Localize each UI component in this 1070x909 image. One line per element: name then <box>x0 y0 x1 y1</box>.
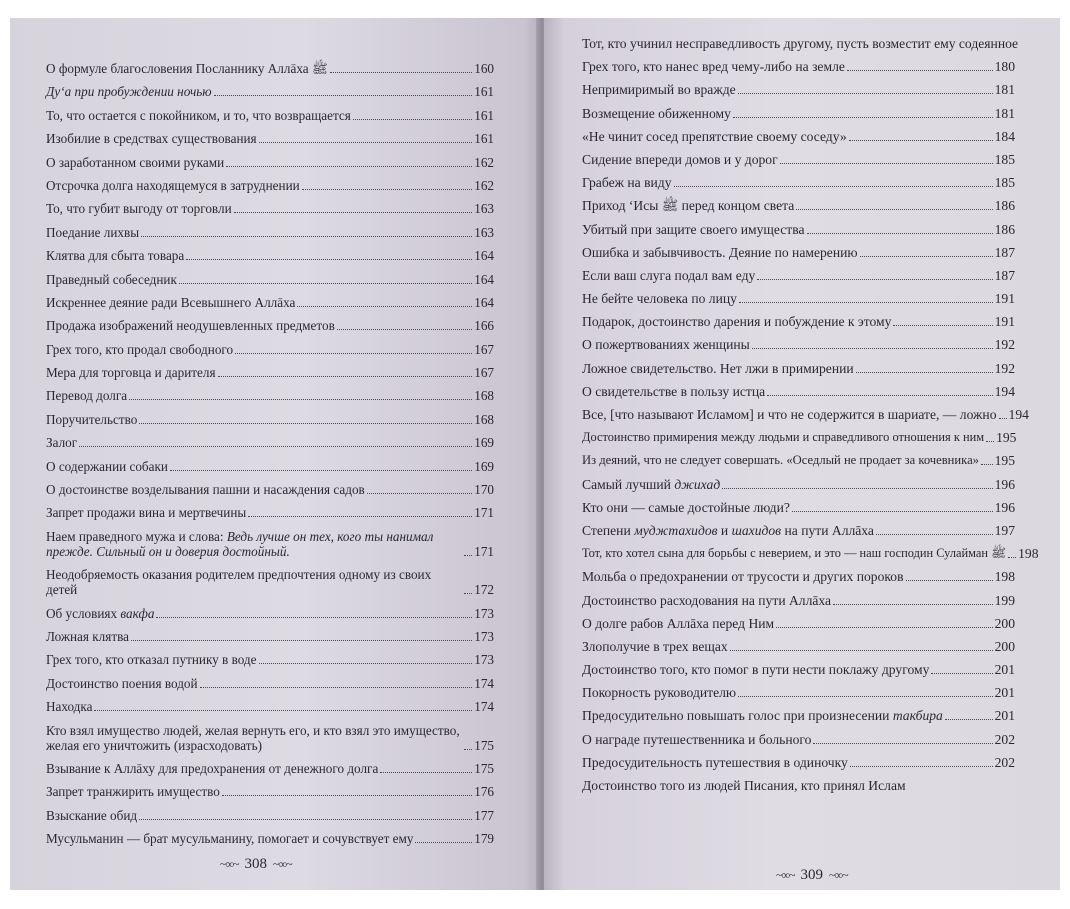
toc-page: 164 <box>474 294 494 310</box>
toc-title: Возмещение обиженному <box>582 105 731 121</box>
toc-title: Кто они — самые достойные люди? <box>582 499 790 515</box>
toc-page: 170 <box>474 482 494 498</box>
toc-title: Кто взял имущество людей, желая вернуть его, и кто взял это имущество, желая его уничтожить (израсходовать) <box>46 722 460 753</box>
open-book <box>10 18 1060 890</box>
toc-title: Грех того, кто продал свободного <box>46 341 234 357</box>
toc-title: Продажа изображений неодушевленных предметов <box>46 318 335 334</box>
toc-page: 187 <box>994 244 1015 260</box>
toc-title: Убитый при защите своего имущества <box>582 221 805 237</box>
toc-page: 177 <box>474 807 494 823</box>
toc-page: 168 <box>474 388 494 404</box>
toc-page: 187 <box>994 267 1015 283</box>
toc-title: О пожертвованиях женщины <box>582 337 750 353</box>
toc-page: 202 <box>994 754 1015 770</box>
toc-title: Об условиях <box>46 605 118 621</box>
ornament-icon: ~∞~ <box>273 857 292 871</box>
toc-page: 161 <box>474 107 494 123</box>
toc-title: Мера для торговца и дарителя <box>46 365 216 381</box>
toc-page: 173 <box>474 605 494 621</box>
toc-page: 198 <box>994 569 1015 585</box>
toc-page: 201 <box>994 662 1015 678</box>
page-number <box>776 867 848 884</box>
toc-page: 196 <box>994 476 1015 492</box>
toc-title: Сидение впереди домов и у дорог <box>582 151 778 167</box>
toc-title: Достоинство того из людей Писания, кто принял Ислам <box>582 778 906 793</box>
toc-page: 198 <box>1018 546 1039 562</box>
toc-page: 162 <box>474 154 494 170</box>
toc-title: Тот, кто хотел сына для борьбы с неверием, и это — наш господин Сулайман ﷺ <box>582 546 1007 561</box>
page-number <box>220 856 292 873</box>
toc-title: То, что губит выгоду от торговли <box>46 201 232 217</box>
toc-title: Ошибка и забывчивость. Деяние по намерению <box>582 244 858 260</box>
toc-page: 169 <box>474 458 494 474</box>
toc-title: Перевод долга <box>46 388 128 404</box>
right-page <box>544 18 1060 890</box>
toc-title: Взывание к Аллāху для предохранения от денежного долга <box>46 760 379 776</box>
toc-page: 192 <box>994 360 1015 376</box>
toc-title: Праведный собеседник <box>46 271 177 287</box>
toc-title: Если ваш слуга подал вам еду <box>582 267 756 283</box>
ornament-icon: ~∞~ <box>829 868 848 882</box>
toc-title: О формуле благословения Посланнику Аллāха ﷺ <box>46 61 328 76</box>
toc-page: 173 <box>474 628 494 644</box>
toc-page: 181 <box>994 82 1015 98</box>
toc-title: О свидетельстве в пользу истца <box>582 383 766 399</box>
toc-title: Мусульманин — брат мусульманину, помогает и сочувствует ему <box>46 831 414 847</box>
toc-title: Грех того, кто нанес вред чему-либо на земле <box>582 59 845 75</box>
toc-page: 179 <box>474 831 494 847</box>
toc-title: Самый лучший <box>582 476 671 492</box>
toc-page: 162 <box>474 177 494 193</box>
toc-page: 168 <box>474 411 494 427</box>
toc-page: 180 <box>994 59 1015 75</box>
toc-title-italic: шахидов <box>731 522 782 538</box>
folio-number: 308 <box>244 856 268 872</box>
toc-title: Непримиримый во вражде <box>582 82 736 98</box>
toc-page: 195 <box>994 453 1015 469</box>
toc-title-mid: и <box>720 522 729 538</box>
toc-page: 196 <box>994 499 1015 515</box>
toc-page: 176 <box>474 784 494 800</box>
toc-page: 192 <box>994 337 1015 353</box>
right-toc <box>582 36 1039 801</box>
toc-page: 173 <box>474 652 494 668</box>
toc-title: Достоинство расходования на пути Аллāха <box>582 592 832 608</box>
toc-title: «Не чинит сосед препятствие своему соседу» <box>582 128 847 144</box>
toc-page: 169 <box>474 435 494 451</box>
toc-page: 171 <box>474 505 494 521</box>
toc-title: Достоинство поения водой <box>46 675 198 691</box>
toc-title: Все, [что называют Исламом] и что не содержится в шариате, — ложно <box>582 407 997 422</box>
toc-title: Изобилие в средствах существования <box>46 131 257 147</box>
toc-page: 200 <box>994 638 1015 654</box>
ornament-icon: ~∞~ <box>776 868 795 882</box>
toc-title: О долге рабов Аллāха перед Ним <box>582 615 775 631</box>
toc-title: Отсрочка долга находящемуся в затруднении <box>46 177 300 193</box>
toc-page: 199 <box>994 592 1015 608</box>
toc-page: 163 <box>474 201 494 217</box>
toc-title: Наем праведного мужа и слова: <box>46 528 224 544</box>
toc-page: 166 <box>474 318 494 334</box>
toc-title: Залог <box>46 435 78 451</box>
folio-number: 309 <box>800 867 824 883</box>
toc-title: Мольба о предохранении от трусости и других пороков <box>582 569 904 585</box>
toc-title-italic: Ведь лучше он тех, кого ты нанимал прежде. Сильный он и доверия достойный. <box>46 528 434 559</box>
toc-title: Тот, кто учинил несправедливость другому, пусть возместит ему содеянное <box>582 36 1019 51</box>
toc-title: То, что остается с покойником, и то, что возвращается <box>46 107 351 123</box>
toc-title: Искреннее деяние ради Всевышнего Аллāха <box>46 294 296 310</box>
toc-page: 184 <box>994 128 1015 144</box>
toc-page: 174 <box>474 675 494 691</box>
toc-page: 201 <box>994 685 1015 701</box>
toc-page: 167 <box>474 341 494 357</box>
left-toc <box>46 61 494 855</box>
toc-title-italic: вакфа <box>120 605 155 621</box>
toc-page: 186 <box>994 221 1015 237</box>
toc-page: 160 <box>474 61 494 76</box>
toc-page: 172 <box>474 582 494 598</box>
toc-title: Достоинство примирения между людьми и справедливого отношения к ним <box>582 430 985 445</box>
toc-title: Неодобряемость оказания родителем предпочтения одному из своих детей <box>46 567 432 598</box>
toc-page: 164 <box>474 248 494 264</box>
toc-page: 163 <box>474 224 494 240</box>
toc-title: Ложное свидетельство. Нет лжи в примирении <box>582 360 854 376</box>
toc-title: Достоинство того, кто помог в пути нести поклажу другому <box>582 662 930 678</box>
toc-page: 197 <box>994 522 1015 538</box>
toc-page: 185 <box>994 151 1015 167</box>
toc-title: Злополучие в трех вещах <box>582 638 728 654</box>
toc-title: Ложная клятва <box>46 628 129 644</box>
toc-page: 161 <box>474 84 494 100</box>
toc-title: О содержании собаки <box>46 458 168 474</box>
toc-title: Предосудительность путешествия в одиночку <box>582 754 848 770</box>
toc-title-italic: такбира <box>892 708 943 724</box>
toc-title: Находка <box>46 699 93 715</box>
toc-title: О достоинстве возделывания пашни и насаждения садов <box>46 482 365 498</box>
toc-page: 191 <box>994 314 1015 330</box>
toc-title: Запрет продажи вина и мертвечины <box>46 505 247 521</box>
toc-page: 164 <box>474 271 494 287</box>
toc-page: 200 <box>994 615 1015 631</box>
toc-title: Запрет транжирить имущество <box>46 784 220 800</box>
toc-title-end: на пути Аллāха <box>784 522 874 538</box>
toc-page: 175 <box>474 760 494 776</box>
toc-page: 186 <box>994 198 1015 214</box>
toc-page: 194 <box>994 383 1015 399</box>
toc-title: Поедание лихвы <box>46 224 140 240</box>
toc-title: Поручительство <box>46 411 138 427</box>
toc-title: Ду‘а при пробуждении ночью <box>46 84 212 100</box>
toc-title: Грех того, кто отказал путнику в воде <box>46 652 257 668</box>
toc-title: Из деяний, что не следует совершать. «Оседлый не продает за кочевника» <box>582 453 979 468</box>
toc-page: 194 <box>1008 407 1029 422</box>
toc-page: 191 <box>994 291 1015 307</box>
toc-page: 161 <box>474 131 494 147</box>
toc-page: 167 <box>474 365 494 381</box>
toc-title: Клятва для сбыта товара <box>46 248 185 264</box>
toc-title: Не бейте человека по лицу <box>582 291 737 307</box>
ornament-icon: ~∞~ <box>220 857 239 871</box>
toc-title: О награде путешественника и больного <box>582 731 812 747</box>
toc-title: Приход ‘Исы ﷺ перед концом света <box>582 198 795 214</box>
toc-page: 171 <box>474 543 494 559</box>
left-page <box>10 18 540 890</box>
toc-page: 181 <box>994 105 1015 121</box>
toc-title: Покорность руководителю <box>582 685 737 701</box>
toc-title: Предосудительно повышать голос при произнесении <box>582 708 890 724</box>
toc-title: Степени <box>582 522 631 538</box>
toc-page: 201 <box>994 708 1015 724</box>
toc-title: Взыскание обид <box>46 807 138 823</box>
toc-page: 175 <box>474 737 494 753</box>
toc-page: 195 <box>996 430 1017 446</box>
toc-page: 202 <box>994 731 1015 747</box>
toc-title: Подарок, достоинство дарения и побуждение к этому <box>582 314 892 330</box>
toc-title-italic: джихад <box>674 476 721 492</box>
toc-page: 174 <box>474 699 494 715</box>
toc-page: 185 <box>994 175 1015 191</box>
toc-title: О заработанном своими руками <box>46 154 225 170</box>
toc-title: Грабеж на виду <box>582 175 672 191</box>
toc-title-italic: муджтахидов <box>634 522 718 538</box>
